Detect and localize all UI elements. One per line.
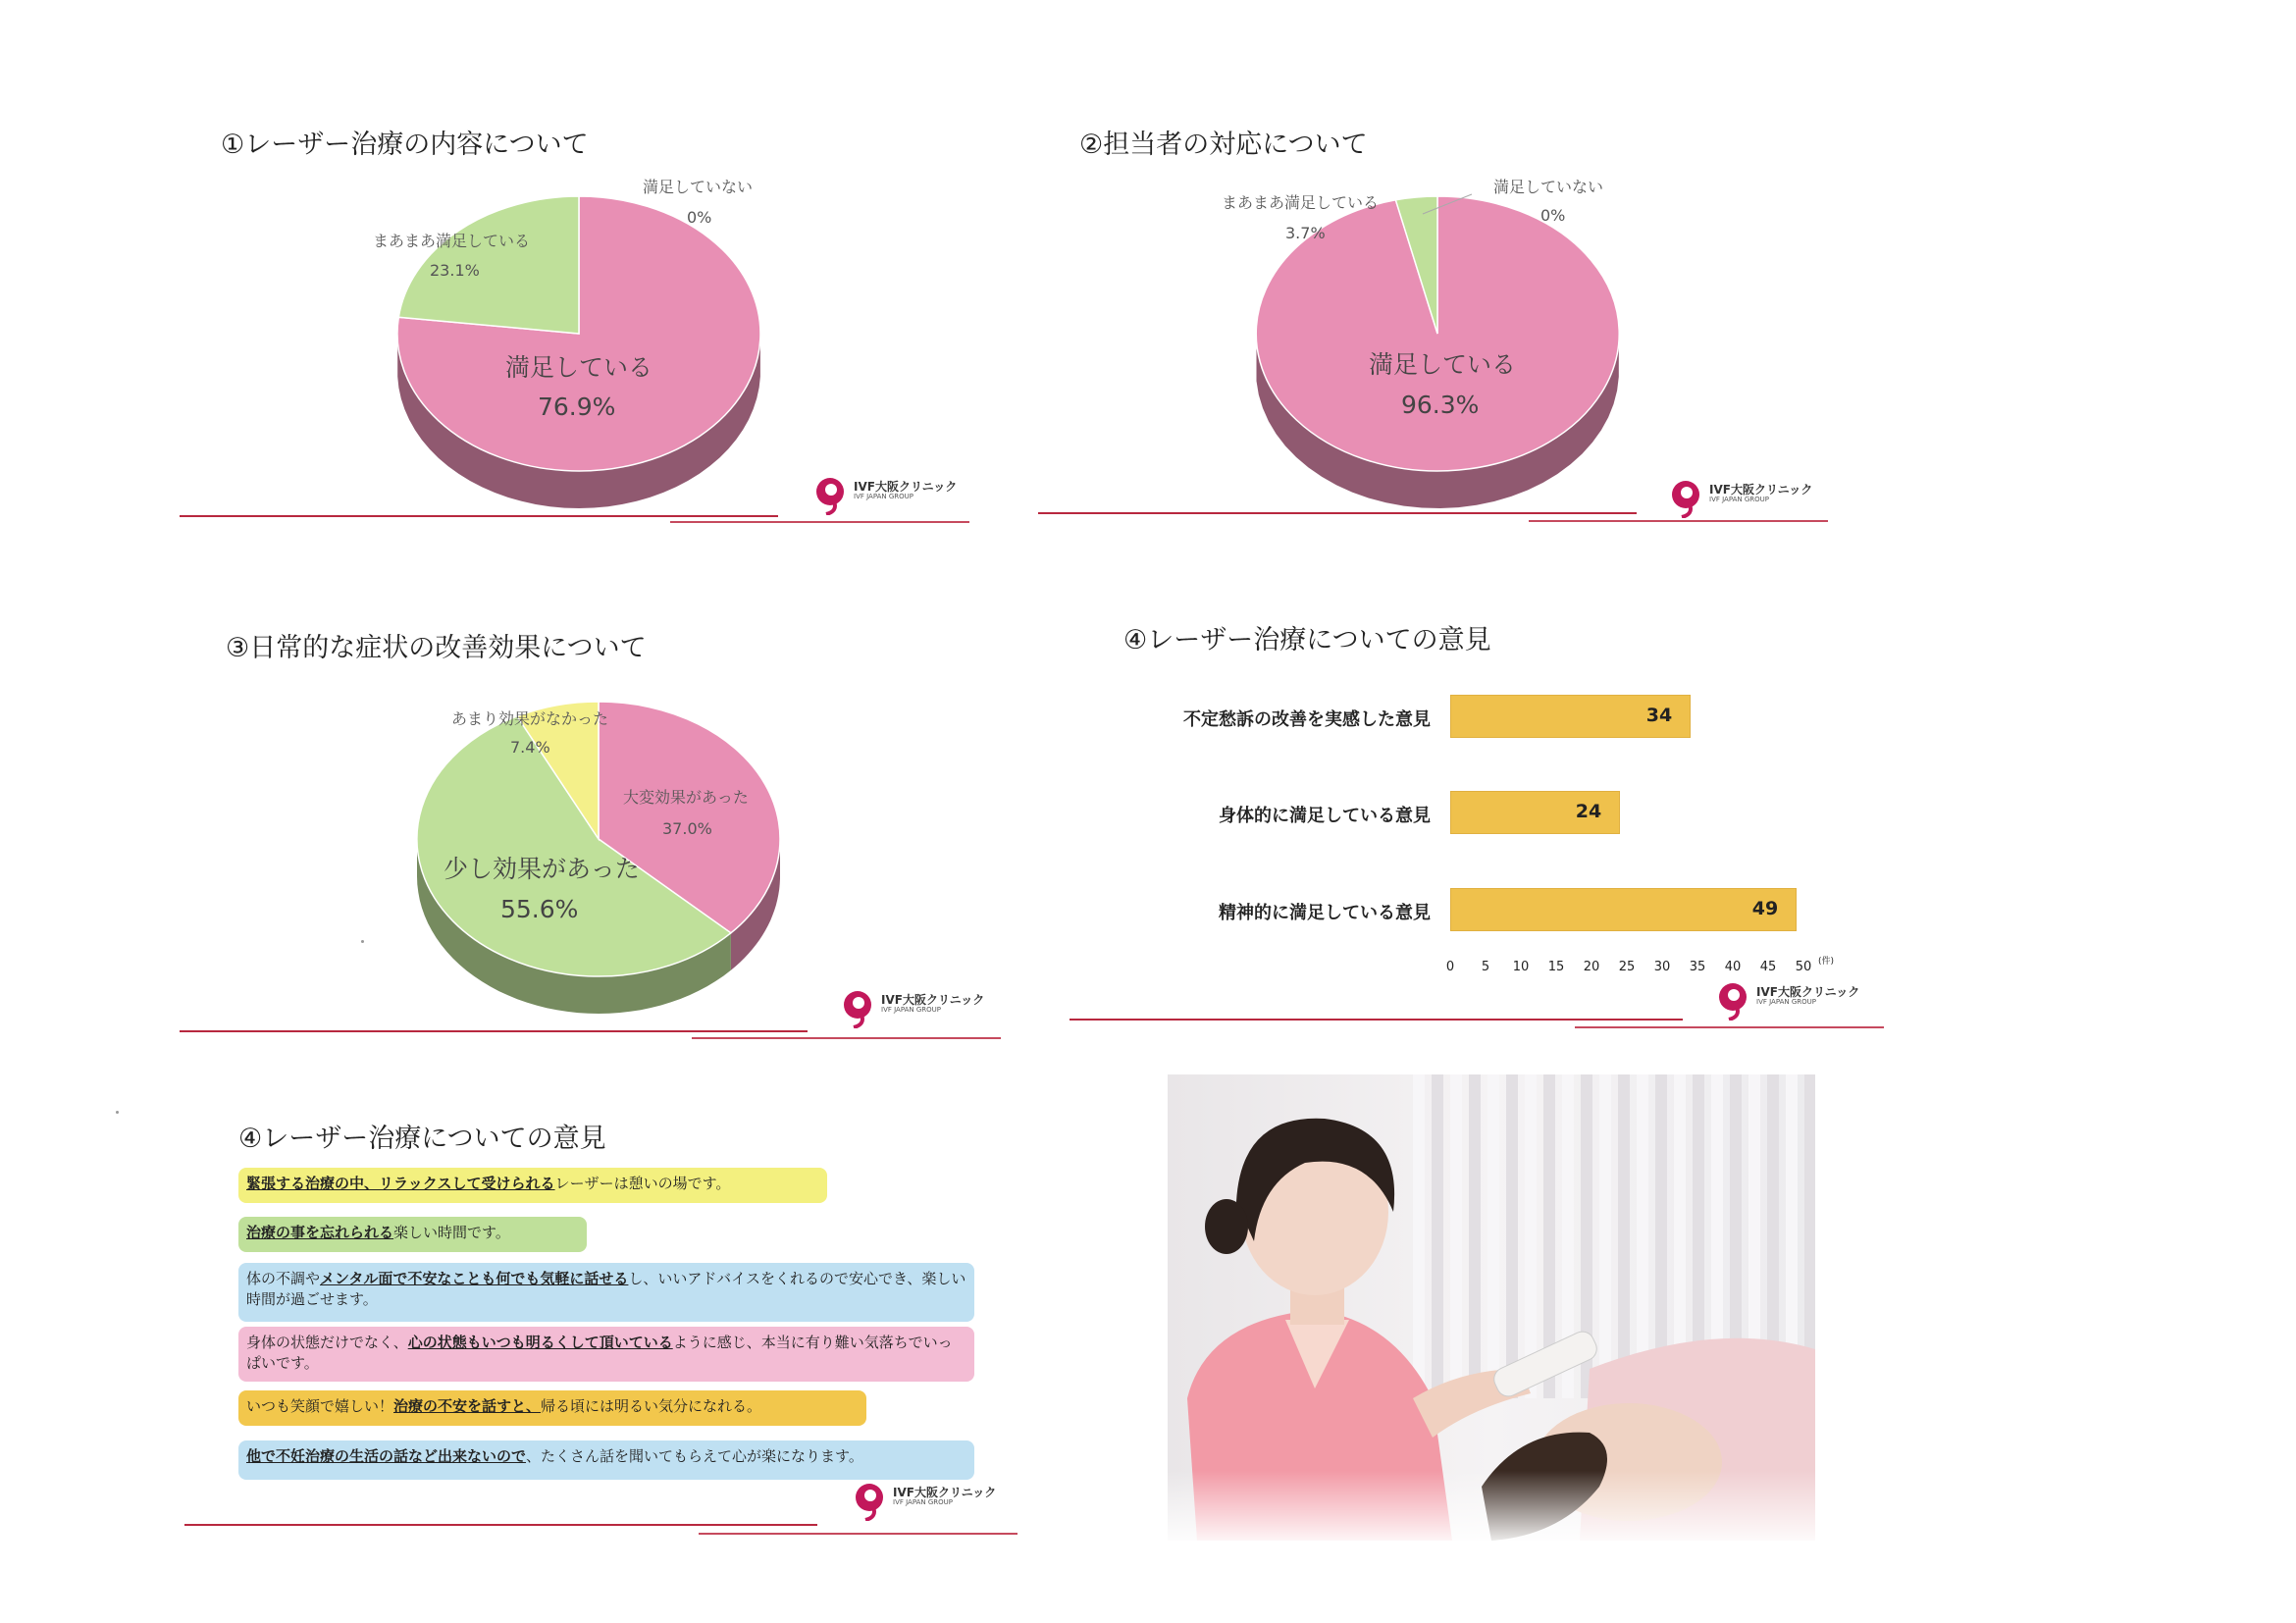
panel3-c-pct: 7.4% (510, 738, 550, 757)
panel2-clinic-logo (1670, 479, 1827, 518)
panel1-third-label: 満足していない (643, 178, 754, 196)
panel3-divider-line-short (692, 1037, 1001, 1039)
comment-text: レーザーは憩いの場です。 (554, 1175, 731, 1192)
comment-text: 体の不調や (246, 1270, 321, 1287)
comment-text: 帰る頃には明るい気分になれる。 (541, 1397, 762, 1415)
x-tick-label: 45 (1759, 960, 1777, 974)
comment-highlight: 緊張する治療の中、リラックスして受けられる (246, 1175, 555, 1192)
clinic-logo-name: IVF大阪クリニック (881, 993, 985, 1007)
panel3-b-pct: 55.6% (500, 895, 579, 923)
clinic-logo-group: IVF JAPAN GROUP (1709, 496, 1770, 503)
x-tick-label: 0 (1445, 960, 1455, 974)
opinion-comment (238, 1440, 974, 1480)
comment-highlight: メンタル面で不安なことも何でも気軽に話せる (320, 1270, 629, 1287)
panel2-leader-line (1418, 186, 1477, 216)
clinic-logo-group: IVF JAPAN GROUP (881, 1006, 942, 1014)
bar-category-label: 精神的に満足している意見 (1219, 903, 1431, 923)
panel3-c-label: あまり効果がなかった (451, 709, 609, 728)
panel2-third-pct: 0% (1540, 206, 1566, 225)
scan-speck (361, 940, 364, 943)
panel5-title: ④レーザー治療についての意見 (238, 1124, 606, 1154)
panel3-divider-line (180, 1030, 808, 1032)
bar-category-label: 不定愁訴の改善を実感した意見 (1183, 709, 1431, 730)
panel-laser-content (0, 0, 981, 550)
comment-text: し、いいアドバイスをくれるので安心でき、楽しい時間が過ごせます。 (246, 1270, 966, 1308)
x-tick-label: 20 (1583, 960, 1600, 974)
x-tick-label: 10 (1512, 960, 1530, 974)
panel1-title: ①レーザー治療の内容について (221, 130, 589, 160)
panel1-second-pct: 23.1% (430, 261, 480, 280)
panel5-clinic-logo (854, 1482, 1011, 1521)
panel5-divider-line (184, 1524, 817, 1526)
clinic-logo-group: IVF JAPAN GROUP (854, 493, 914, 500)
panel3-b-label: 少し効果があった (444, 855, 640, 883)
clinic-logo-name: IVF大阪クリニック (893, 1486, 997, 1499)
x-unit-label: (件) (1817, 957, 1835, 967)
panel2-divider-line (1038, 512, 1637, 514)
panel4-bar-chart (1030, 550, 1962, 1001)
panel2-title: ②担当者の対応について (1079, 130, 1368, 160)
bar-value-label: 24 (1575, 801, 1602, 822)
panel2-second-pct: 3.7% (1285, 224, 1326, 242)
comment-text: ように感じ、本当に有り難い気落ちでいっぱいです。 (246, 1334, 953, 1372)
comment-highlight: 治療の事を忘れられる (246, 1224, 394, 1241)
panel-symptom-improvement (0, 550, 1030, 1060)
clinic-logo-icon (1670, 479, 1705, 518)
panel2-main-label: 満足している (1369, 350, 1517, 379)
bar-value-label: 49 (1751, 898, 1779, 919)
comment-text: 楽しい時間です。 (393, 1224, 510, 1241)
treatment-photo-illustration (1168, 1074, 1815, 1541)
panel2-second-label: まあまあ満足している (1222, 193, 1380, 212)
x-tick-label: 25 (1618, 960, 1636, 974)
panel1-third-pct: 0% (687, 208, 712, 227)
panel-opinions-comments (0, 1060, 1040, 1580)
clinic-logo-group: IVF JAPAN GROUP (1756, 998, 1817, 1006)
panel-staff-response (981, 0, 1962, 550)
panel1-main-pct: 76.9% (538, 393, 616, 421)
panel3-a-pct: 37.0% (662, 819, 712, 838)
panel2-third-label: 満足していない (1493, 178, 1604, 196)
clinic-logo-name: IVF大阪クリニック (1709, 483, 1813, 497)
comment-highlight: 心の状態もいつも明るくして頂いている (407, 1334, 673, 1351)
comment-text: 、たくさん話を聞いてもらえて心が楽になります。 (526, 1447, 863, 1465)
panel3-title: ③日常的な症状の改善効果について (226, 633, 647, 663)
panel1-second-label: まあまあ満足している (373, 232, 531, 250)
panel4-divider-line (1070, 1019, 1683, 1021)
clinic-logo-group: IVF JAPAN GROUP (893, 1498, 954, 1506)
clinic-logo-name: IVF大阪クリニック (854, 480, 958, 494)
panel-opinions-bar (1030, 550, 1962, 1060)
panel1-divider-line-short (670, 521, 969, 523)
x-tick-label: 5 (1481, 960, 1490, 974)
opinion-comment (238, 1168, 827, 1203)
clinic-logo-name: IVF大阪クリニック (1756, 985, 1860, 999)
panel3-a-label: 大変効果があった (623, 788, 749, 807)
panel1-main-label: 満足している (505, 353, 653, 382)
comment-text: 身体の状態だけでなく、 (246, 1334, 408, 1351)
panel5-divider-line-short (699, 1533, 1018, 1535)
scan-speck (116, 1111, 119, 1114)
x-tick-label: 50 (1795, 960, 1812, 974)
bar-2 (1450, 888, 1797, 931)
panel2-main-pct: 96.3% (1401, 391, 1480, 419)
panel1-slice-1 (398, 196, 579, 334)
panel1-divider-line (180, 515, 778, 517)
opinion-comment (238, 1263, 974, 1322)
x-tick-label: 40 (1724, 960, 1742, 974)
comment-highlight: 他で不妊治療の生活の話など出来ないので (246, 1447, 527, 1465)
x-tick-label: 15 (1547, 960, 1565, 974)
panel4-divider-line-short (1575, 1026, 1884, 1028)
treatment-photo (1168, 1074, 1815, 1541)
opinion-comment (238, 1327, 974, 1382)
comment-highlight: 治療の不安を話すと、 (393, 1397, 542, 1415)
opinion-comment (238, 1217, 587, 1252)
bar-category-label: 身体的に満足している意見 (1219, 806, 1431, 826)
bar-value-label: 34 (1645, 705, 1673, 726)
clinic-logo-icon (854, 1482, 889, 1521)
opinion-comment (238, 1390, 866, 1426)
panel2-divider-line-short (1529, 520, 1828, 522)
x-tick-label: 30 (1653, 960, 1671, 974)
panel1-clinic-logo (814, 476, 971, 515)
panel4-title: ④レーザー治療についての意見 (1123, 625, 1491, 655)
clinic-logo-icon (1717, 981, 1752, 1021)
comment-text: いつも笑顔で嬉しい！ (246, 1397, 394, 1415)
panel4-clinic-logo (1717, 981, 1874, 1021)
x-tick-label: 35 (1689, 960, 1706, 974)
clinic-logo-icon (814, 476, 850, 515)
panel3-clinic-logo (842, 989, 999, 1028)
clinic-logo-icon (842, 989, 877, 1028)
